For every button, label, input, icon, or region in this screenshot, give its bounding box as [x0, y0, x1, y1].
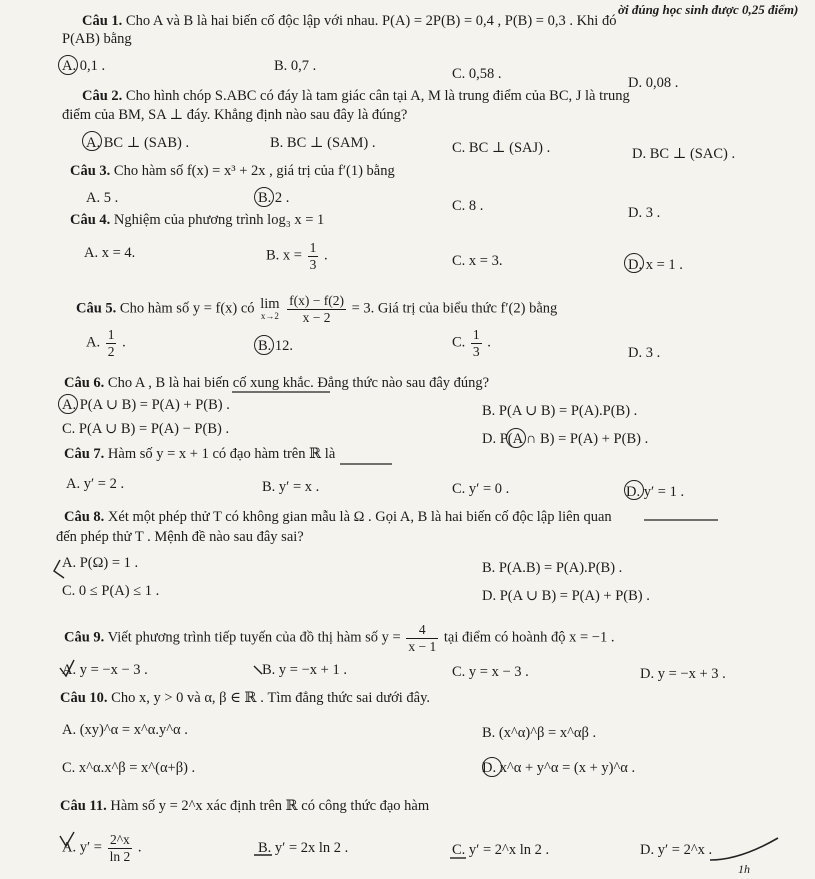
answer-c[interactable]: C. BC ⊥ (SAJ) .: [452, 140, 551, 156]
answer-suffix: .: [122, 334, 126, 351]
answer-d[interactable]: D. x = 1 .: [628, 257, 683, 273]
question-text-end: tại điểm có hoành độ x = −1 .: [443, 629, 615, 646]
question-text: Viết phương trình tiếp tuyến của đồ thị hàm số y =: [107, 629, 401, 646]
numerator: 1: [472, 327, 480, 342]
question-label: Câu 9.: [64, 629, 105, 646]
answer-a[interactable]: A. 5 .: [86, 190, 119, 206]
question-1-line2: P(AB) bằng: [62, 31, 132, 47]
answer-a[interactable]: A. P(A ∪ B) = P(A) + P(B) .: [62, 397, 230, 413]
answer-a[interactable]: A. 0,1 .: [62, 58, 106, 74]
denominator: 3: [472, 343, 480, 359]
answer-c[interactable]: C. y = x − 3 .: [452, 664, 529, 680]
answer-d[interactable]: D. y = −x + 3 .: [640, 666, 726, 682]
answer-a[interactable]: A. y′ = 2 .: [66, 476, 125, 492]
question-text: Cho hàm số y = f(x) có: [119, 300, 255, 317]
denominator: x − 2: [302, 309, 331, 325]
answer-b[interactable]: B. y′ = 2x ln 2 .: [258, 840, 349, 856]
answer-c[interactable]: C. 0 ≤ P(A) ≤ 1 .: [62, 583, 160, 599]
score-note: ời đúng học sinh được 0,25 điểm): [618, 2, 799, 17]
handwritten-tick-icon: [254, 666, 262, 674]
answer-a[interactable]: A. y = −x − 3 .: [62, 662, 148, 678]
handwritten-stroke: [710, 838, 778, 860]
question-label: Câu 11.: [60, 798, 107, 814]
answer-a[interactable]: A. BC ⊥ (SAB) .: [86, 135, 190, 151]
answer-b[interactable]: B. 12.: [258, 338, 294, 354]
denominator: 3: [309, 256, 317, 272]
answer-c[interactable]: C. x^α.x^β = x^(α+β) .: [62, 760, 196, 776]
answer-d[interactable]: D. BC ⊥ (SAC) .: [632, 146, 736, 162]
question-text: Cho hàm số f(x) = x³ + 2x , giá trị của f′(1) bằng: [113, 163, 395, 179]
question-8-line2: đến phép thử T . Mệnh đề nào sau đây sai?: [56, 529, 304, 545]
question-text: Hàm số y = 2^x xác định trên ℝ có công thức đạo hàm: [110, 798, 430, 814]
answer-d[interactable]: D. y′ = 2^x .: [640, 842, 713, 858]
limit-subscript: x→2: [260, 310, 279, 321]
answer-b[interactable]: B. 2 .: [258, 190, 290, 206]
denominator: x − 1: [408, 638, 437, 654]
answer-b[interactable]: B. P(A ∪ B) = P(A).P(B) .: [482, 403, 638, 419]
answer-c[interactable]: C. 0,58 .: [452, 66, 502, 82]
denominator: 2: [107, 343, 115, 359]
answer-b[interactable]: B. BC ⊥ (SAM) .: [270, 135, 376, 151]
answer-b[interactable]: B. y′ = x .: [262, 479, 320, 495]
handwritten-note: 1h: [738, 862, 750, 876]
question-label: Câu 10.: [60, 690, 108, 706]
question-text: Cho A và B là hai biến cố độc lập với nhau. P(A) = 2P(B) = 0,4 , P(B) = 0,3 . Khi đó: [125, 13, 617, 29]
answer-a[interactable]: A. x = 4.: [84, 245, 136, 261]
answer-suffix: .: [323, 247, 328, 264]
answer-c[interactable]: C. x = 3.: [452, 253, 503, 269]
answer-prefix: A. y′ =: [62, 839, 102, 856]
numerator: 4: [406, 622, 438, 639]
answer-b[interactable]: B. (x^α)^β = x^αβ .: [482, 725, 597, 741]
answer-b[interactable]: B. P(A.B) = P(A).P(B) .: [482, 560, 623, 576]
answer-suffix: .: [137, 839, 142, 856]
question-text: Xét một phép thử T có không gian mẫu là Ω . Gọi A, B là hai biến cố độc lập liên quan: [107, 509, 612, 525]
answer-prefix: A.: [86, 334, 101, 351]
answer-d[interactable]: D. 3 .: [628, 205, 661, 221]
answer-prefix: B. x =: [266, 247, 302, 264]
question-text-end: = 3. Giá trị của biểu thức f′(2) bằng: [351, 300, 558, 317]
question-text: Cho x, y > 0 và α, β ∈ ℝ . Tìm đẳng thức sai dưới đây.: [111, 690, 431, 706]
answer-prefix: C.: [452, 334, 466, 351]
answer-d[interactable]: D. y′ = 1 .: [626, 484, 685, 500]
handwritten-tick-icon: [60, 832, 74, 846]
answer-c[interactable]: C. y′ = 0 .: [452, 481, 510, 497]
question-label: Câu 5.: [76, 300, 117, 317]
answer-b[interactable]: B. 0,7 .: [274, 58, 317, 74]
numerator: 1: [107, 327, 115, 342]
answer-c[interactable]: C. y′ = 2^x ln 2 .: [452, 842, 550, 858]
question-label: Câu 8.: [64, 509, 105, 525]
numerator: 2^x: [108, 832, 133, 849]
numerator: 1: [309, 240, 317, 255]
question-label: Câu 4.: [70, 212, 111, 228]
question-text: Hàm số y = x + 1 có đạo hàm trên ℝ là: [107, 446, 336, 462]
answer-d[interactable]: D. 3 .: [628, 345, 661, 361]
question-text: Nghiệm của phương trình log₃ x = 1: [113, 212, 325, 228]
question-text: Cho A , B là hai biến cố xung khắc. Đẳng thức nào sau đây đúng?: [107, 375, 490, 391]
answer-suffix: .: [487, 334, 491, 351]
denominator: ln 2: [109, 848, 131, 864]
answer-c[interactable]: C. P(A ∪ B) = P(A) − P(B) .: [62, 421, 230, 437]
answer-d[interactable]: D. x^α + y^α = (x + y)^α .: [482, 760, 636, 776]
answer-d[interactable]: D. P(A ∩ B) = P(A) + P(B) .: [482, 431, 649, 447]
question-label: Câu 3.: [70, 163, 111, 179]
numerator: f(x) − f(2): [289, 293, 344, 308]
question-label: Câu 7.: [64, 446, 105, 462]
handwritten-tick-icon: [54, 560, 64, 578]
answer-a[interactable]: A. (xy)^α = x^α.y^α .: [62, 722, 188, 738]
question-label: Câu 1.: [82, 13, 123, 29]
limit-word: lim: [260, 296, 280, 313]
question-label: Câu 6.: [64, 375, 105, 391]
question-label: Câu 2.: [82, 88, 123, 104]
answer-a[interactable]: A. P(Ω) = 1 .: [62, 555, 139, 571]
answer-c[interactable]: C. 8 .: [452, 198, 484, 214]
answer-b[interactable]: B. y = −x + 1 .: [262, 662, 347, 678]
question-2-line2: điểm của BM, SA ⊥ đáy. Khẳng định nào sau đây là đúng?: [62, 107, 408, 123]
handwritten-tick-icon: [60, 660, 74, 676]
question-text: Cho hình chóp S.ABC có đáy là tam giác cân tại A, M là trung điểm của BC, J là trung: [125, 88, 630, 104]
answer-d[interactable]: D. P(A ∪ B) = P(A) + P(B) .: [482, 588, 650, 604]
answer-d[interactable]: D. 0,08 .: [628, 75, 679, 91]
